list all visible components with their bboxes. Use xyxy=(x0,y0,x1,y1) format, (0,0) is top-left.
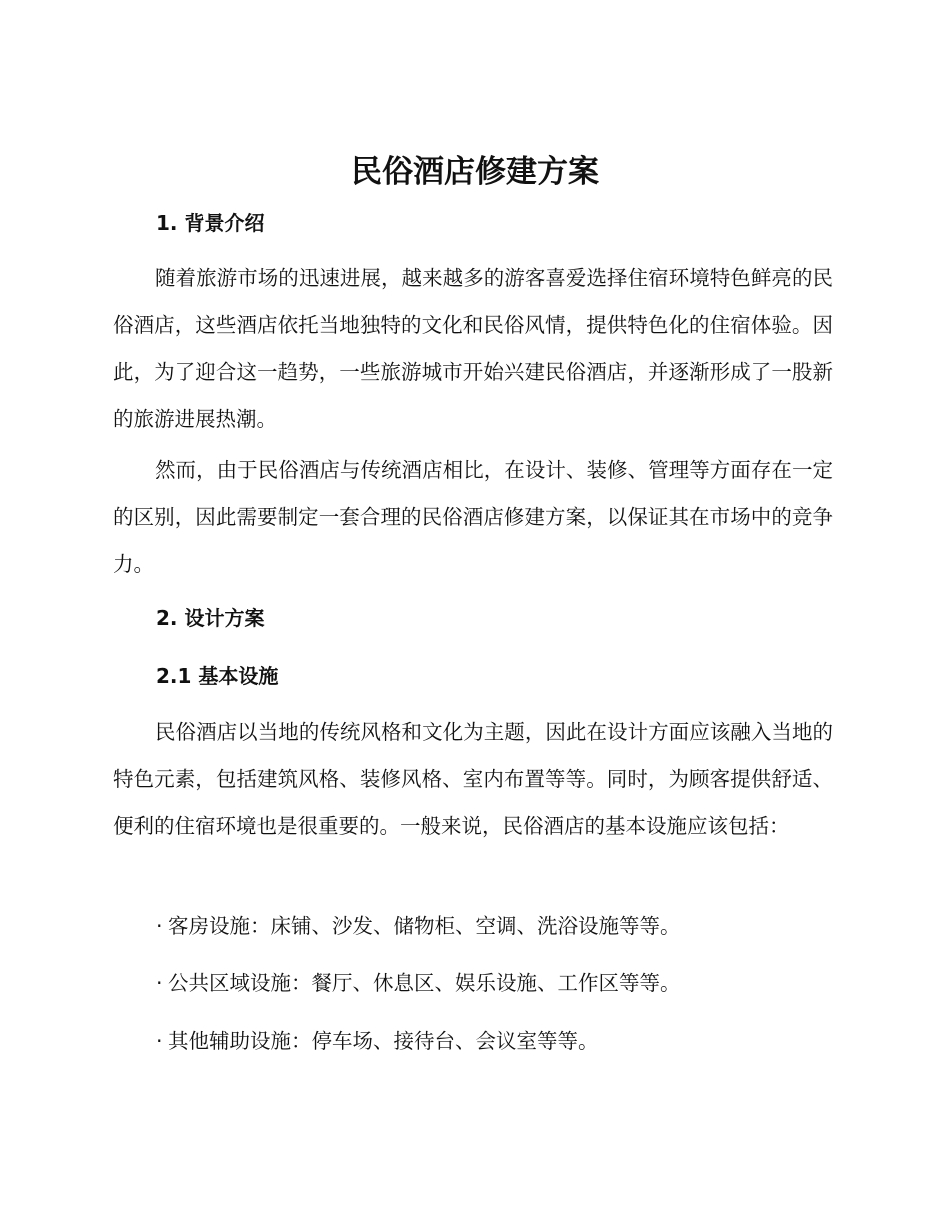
bullet-marker: · xyxy=(156,971,163,995)
bullet-item-public-area xyxy=(156,968,681,998)
section-2-1-heading: 2.1 基本设施 xyxy=(156,664,279,688)
bullet-marker: · xyxy=(156,1029,163,1053)
bullet-text: 其他辅助设施：停车场、接待台、会议室等等。 xyxy=(168,1029,599,1053)
section-2-heading: 2. 设计方案 xyxy=(156,606,265,630)
section-2-1-paragraph: 民俗酒店以当地的传统风格和文化为主题，因此在设计方面应该融入当地的特色元素，包括建筑风格、装修风格、室内布置等等。同时，为顾客提供舒适、便利的住宿环境也是很重要的。一般来说，民俗酒店的基本设施应该包括： xyxy=(113,720,833,838)
bullet-text: 公共区域设施：餐厅、休息区、娱乐设施、工作区等等。 xyxy=(168,971,681,995)
bullet-marker: · xyxy=(156,914,163,938)
section-1-paragraph-1: 随着旅游市场的迅速进展，越来越多的游客喜爱选择住宿环境特色鲜亮的民俗酒店，这些酒店依托当地独特的文化和民俗风情，提供特色化的住宿体验。因此，为了迎合这一趋势，一些旅游城市开始兴建民俗酒店，并逐渐形成了一股新的旅游进展热潮。 xyxy=(113,266,833,431)
bullet-item-auxiliary xyxy=(156,1026,599,1056)
section-1-paragraph-2: 然而，由于民俗酒店与传统酒店相比，在设计、装修、管理等方面存在一定的区别，因此需要制定一套合理的民俗酒店修建方案，以保证其在市场中的竞争力。 xyxy=(113,458,833,576)
bullet-text: 客房设施：床铺、沙发、储物柜、空调、洗浴设施等等。 xyxy=(168,914,681,938)
document-title: 民俗酒店修建方案 xyxy=(351,154,599,190)
section-1-heading: 1. 背景介绍 xyxy=(156,211,265,235)
bullet-item-guest-room xyxy=(156,911,681,941)
